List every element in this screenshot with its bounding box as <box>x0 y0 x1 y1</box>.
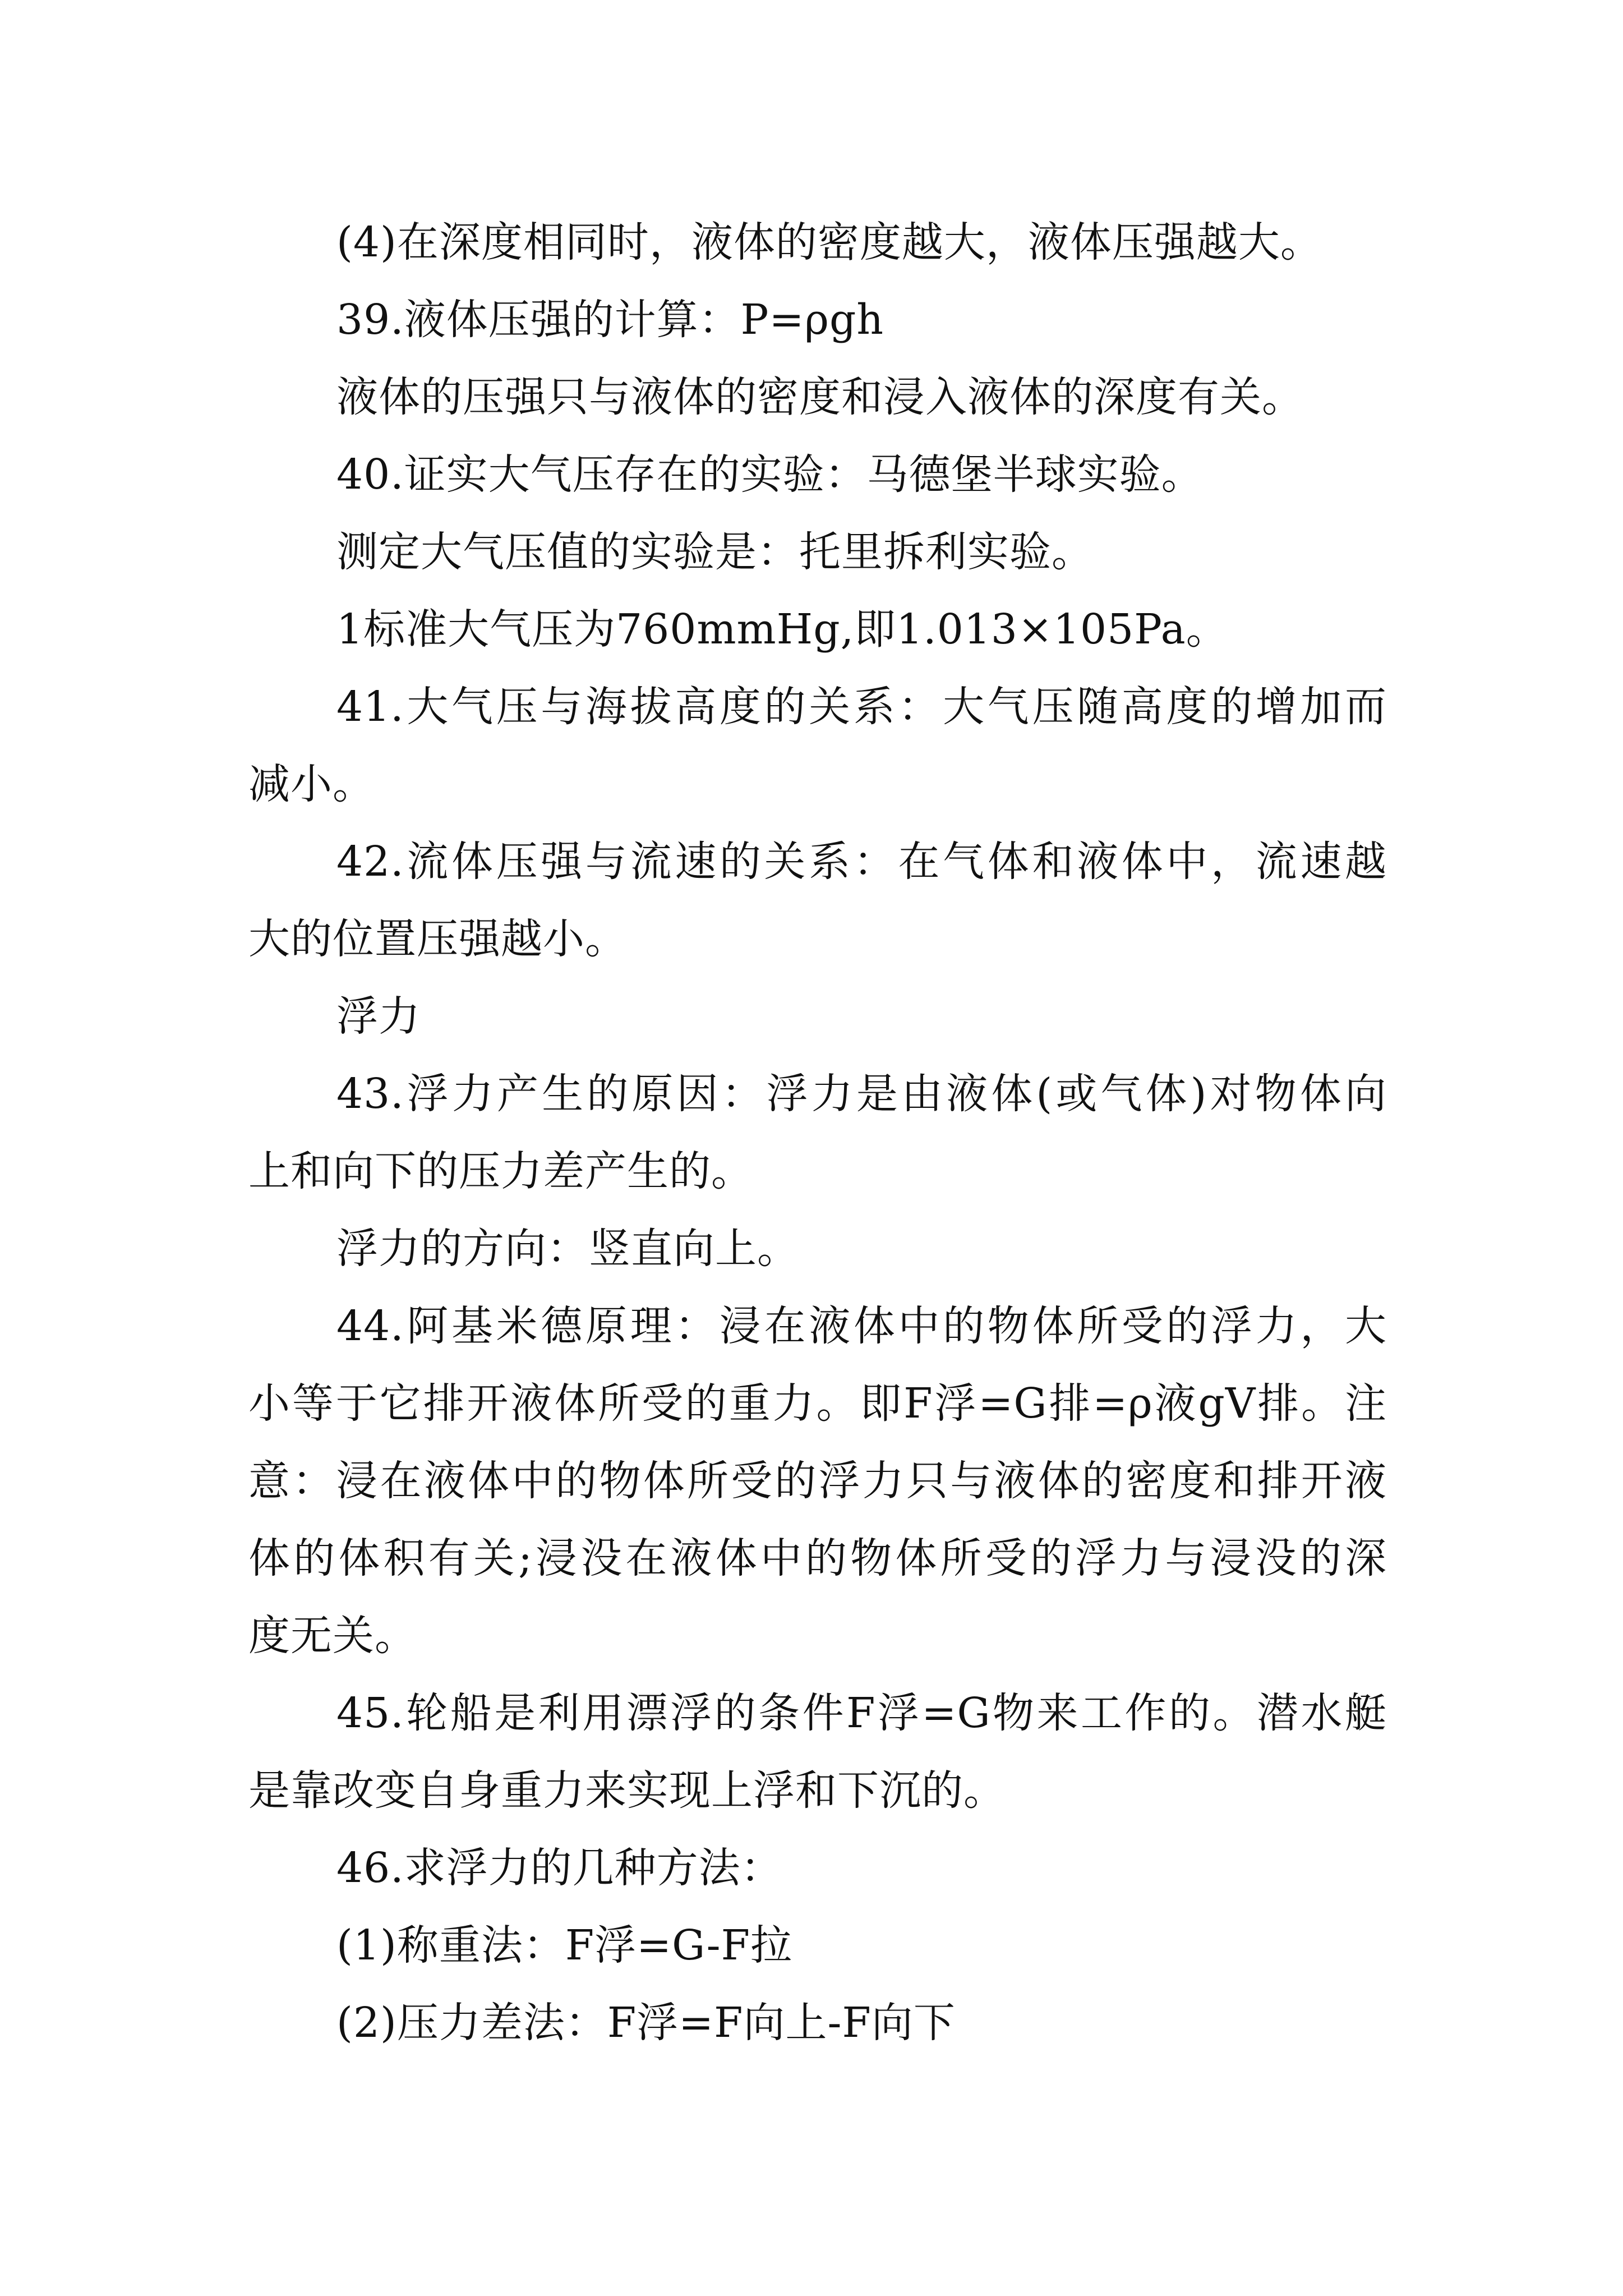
text-line: 体的体积有关;浸没在液体中的物体所受的浮力与浸没的深 <box>248 1534 1387 1582</box>
text-line: 46.求浮力的几种方法： <box>336 1844 783 1892</box>
text-line: 43.浮力产生的原因：浮力是由液体(或气体)对物体向 <box>336 1070 1387 1118</box>
text-line: 39.液体压强的计算：P=ρgh <box>336 296 884 344</box>
text-line: 45.轮船是利用漂浮的条件F浮=G物来工作的。潜水艇 <box>336 1689 1387 1737</box>
text-line: 上和向下的压力差产生的。 <box>248 1147 753 1195</box>
text-line: 测定大气压值的实验是：托里拆利实验。 <box>336 528 1094 576</box>
text-line: 41.大气压与海拔高度的关系：大气压随高度的增加而 <box>336 683 1387 731</box>
text-line: 意：浸在液体中的物体所受的浮力只与液体的密度和排开液 <box>248 1457 1387 1505</box>
text-line: 液体的压强只与液体的密度和浸入液体的深度有关。 <box>336 373 1304 421</box>
text-line: (4)在深度相同时，液体的密度越大，液体压强越大。 <box>336 218 1322 266</box>
text-line: 度无关。 <box>248 1612 417 1660</box>
text-line: (2)压力差法：F浮=F向上-F向下 <box>336 1999 956 2047</box>
text-line: 减小。 <box>248 760 375 808</box>
section-heading: 浮力 <box>336 992 421 1041</box>
text-line: 大的位置压强越小。 <box>248 915 627 963</box>
text-line: 小等于它排开液体所受的重力。即F浮=G排=ρ液gV排。注 <box>248 1379 1387 1428</box>
text-line: 浮力的方向：竖直向上。 <box>336 1225 799 1273</box>
text-line: 是靠改变自身重力来实现上浮和下沉的。 <box>248 1766 1006 1815</box>
text-line: (1)称重法：F浮=G-F拉 <box>336 1921 793 1970</box>
text-line: 1标准大气压为760mmHg,即1.013×105Pa。 <box>336 605 1228 654</box>
text-line: 40.证实大气压存在的实验：马德堡半球实验。 <box>336 450 1204 499</box>
text-line: 44.阿基米德原理：浸在液体中的物体所受的浮力，大 <box>336 1302 1387 1350</box>
text-line: 42.流体压强与流速的关系：在气体和液体中，流速越 <box>336 838 1387 886</box>
